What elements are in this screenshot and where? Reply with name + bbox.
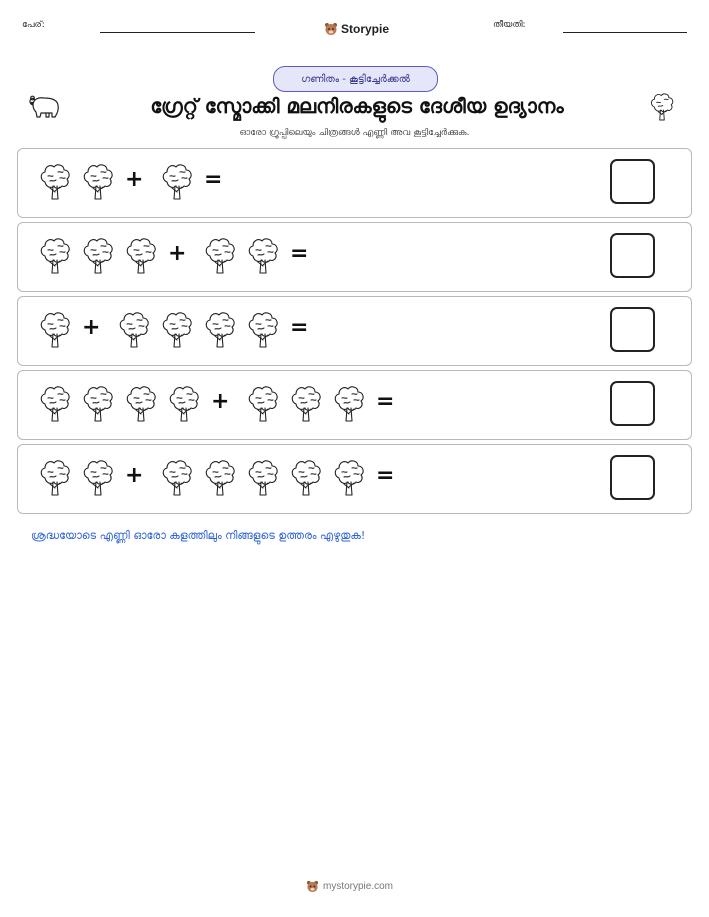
- header-bar: [0, 10, 709, 40]
- worksheet-instruction: ഓരോ ഗ്രൂപ്പിലെയും ചിത്രങ്ങൾ എണ്ണി അവ കൂട്ടിച്ചേർക്കുക.: [239, 128, 470, 138]
- equals-sign: =: [204, 167, 223, 192]
- tree-icon: [167, 384, 201, 424]
- tree-icon: [203, 236, 237, 276]
- bear-icon: [27, 91, 63, 121]
- footer-note: ശ്രദ്ധയോടെ എണ്ണി ഓരോ കളത്തിലും നിങ്ങളുടെ ഉത്തരം എഴുതുക!: [31, 529, 366, 542]
- plus-sign: +: [168, 241, 187, 266]
- tree-icon: [38, 236, 72, 276]
- footer-brand: [306, 880, 393, 893]
- tree-icon: [124, 384, 158, 424]
- tree-icon: [246, 310, 280, 350]
- problem-row: [17, 444, 692, 514]
- plus-sign: +: [82, 315, 101, 340]
- tree-icon: [332, 384, 366, 424]
- tree-icon: [81, 162, 115, 202]
- answer-box[interactable]: [610, 381, 655, 426]
- tree-icon: [203, 310, 237, 350]
- answer-box[interactable]: [610, 307, 655, 352]
- tree-icon: [332, 458, 366, 498]
- bear-mascot-icon: [306, 880, 319, 893]
- tree-icon: [81, 384, 115, 424]
- tree-icon: [117, 310, 151, 350]
- tree-icon: [81, 236, 115, 276]
- name-field[interactable]: [100, 32, 255, 33]
- name-label: പേര്:: [22, 20, 45, 30]
- answer-box[interactable]: [610, 455, 655, 500]
- tree-icon: [246, 236, 280, 276]
- problem-row: [17, 370, 692, 440]
- tree-icon: [649, 91, 675, 123]
- tree-icon: [81, 458, 115, 498]
- tree-icon: [246, 384, 280, 424]
- problem-row: [17, 148, 692, 218]
- worksheet-title: ഗ്രേറ്റ് സ്മോക്കി മലനിരകളുടെ ദേശീയ ഉദ്യാനം: [150, 94, 564, 118]
- brand-logo: [324, 22, 389, 36]
- tree-icon: [160, 310, 194, 350]
- tree-icon: [38, 162, 72, 202]
- date-label: തീയതി:: [493, 20, 526, 30]
- tree-icon: [160, 458, 194, 498]
- problem-row: [17, 296, 692, 366]
- tree-icon: [38, 458, 72, 498]
- tree-icon: [124, 236, 158, 276]
- answer-box[interactable]: [610, 159, 655, 204]
- category-pill: ഗണിതം - കൂട്ടിച്ചേർക്കൽ: [273, 66, 438, 92]
- tree-icon: [289, 458, 323, 498]
- tree-icon: [203, 458, 237, 498]
- bear-mascot-icon: [324, 22, 338, 36]
- tree-icon: [289, 384, 323, 424]
- equals-sign: =: [290, 315, 309, 340]
- problem-row: [17, 222, 692, 292]
- tree-icon: [38, 384, 72, 424]
- plus-sign: +: [211, 389, 230, 414]
- brand-name: Storypie: [341, 22, 390, 36]
- tree-icon: [38, 310, 72, 350]
- tree-icon: [160, 162, 194, 202]
- plus-sign: +: [125, 463, 144, 488]
- answer-box[interactable]: [610, 233, 655, 278]
- equals-sign: =: [376, 389, 395, 414]
- equals-sign: =: [376, 463, 395, 488]
- date-field[interactable]: [563, 32, 687, 33]
- footer-site: mystorypie.com: [323, 881, 394, 892]
- tree-icon: [246, 458, 280, 498]
- equals-sign: =: [290, 241, 309, 266]
- plus-sign: +: [125, 167, 144, 192]
